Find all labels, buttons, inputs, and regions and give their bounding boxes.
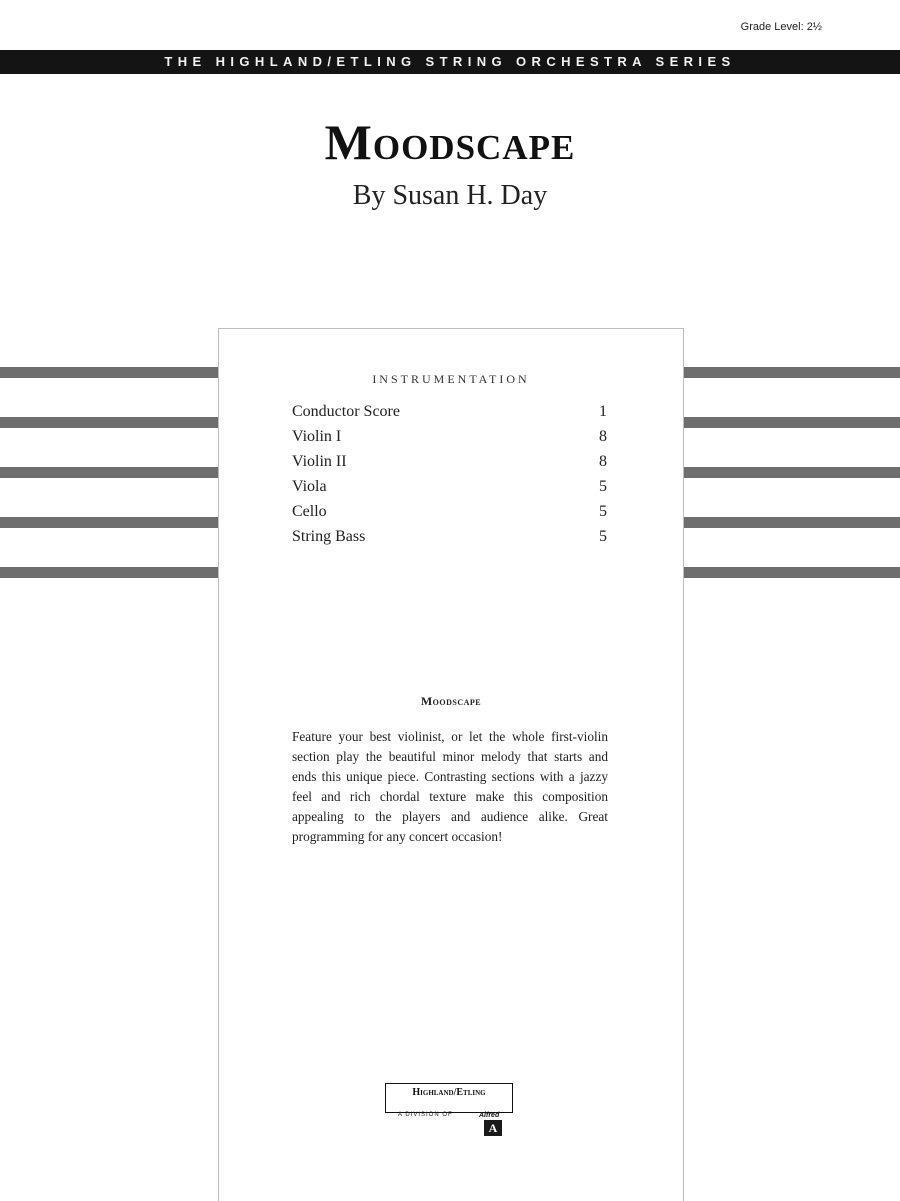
staff-line-left-5 [0,567,218,578]
instrument-count: 5 [599,503,607,520]
staff-line-right-3 [684,467,900,478]
publisher-parent: Alfred [479,1112,500,1119]
staff-line-left-4 [0,517,218,528]
staff-line-left-1 [0,367,218,378]
instrument-count: 5 [599,478,607,495]
staff-line-left-3 [0,467,218,478]
staff-line-right-2 [684,417,900,428]
publisher-logo-box [385,1083,513,1113]
composer-byline: By Susan H. Day [352,180,548,211]
instrument-count: 1 [599,403,607,420]
staff-line-right-4 [684,517,900,528]
instrument-name: Violin I [292,428,342,445]
staff-line-right-1 [684,367,900,378]
instrument-count: 8 [599,453,607,470]
publisher-logo [385,1083,513,1135]
alfred-logo-icon: A [484,1120,502,1136]
page-title: Moodscape [324,114,576,170]
instrument-count: 8 [599,428,607,445]
series-banner: THE HIGHLAND/ETLING STRING ORCHESTRA SERIES [0,50,900,74]
description-text: Feature your best violinist, or let the whole first-violin section play the beautiful minor melody that starts and ends this unique piece. Contrasting sections with a jazzy feel and rich chordal texture make this composition appealing to the players and audience alike. Great programming for any concert occasion! [292,729,608,844]
instrumentation-row [292,503,607,528]
instrumentation-row [292,428,607,453]
instrument-name: Viola [292,478,327,495]
instrumentation-row [292,528,607,553]
content-panel [218,328,684,1201]
instrument-name: Conductor Score [292,403,400,420]
instrumentation-row [292,403,607,428]
staff-line-right-5 [684,567,900,578]
publisher-name: Highland/Etling [412,1087,486,1098]
instrument-count: 5 [599,528,607,545]
instrumentation-heading: INSTRUMENTATION [372,372,530,386]
description-title: Moodscape [420,694,482,708]
grade-level: Grade Level: 2½ [740,21,822,33]
instrument-name: String Bass [292,528,366,545]
staff-line-left-2 [0,417,218,428]
instrumentation-row [292,478,607,503]
publisher-division: A DIVISION OF [398,1112,453,1118]
instrumentation-row [292,453,607,478]
instrumentation-list [292,403,607,553]
instrument-name: Cello [292,503,327,520]
instrument-name: Violin II [292,453,347,470]
